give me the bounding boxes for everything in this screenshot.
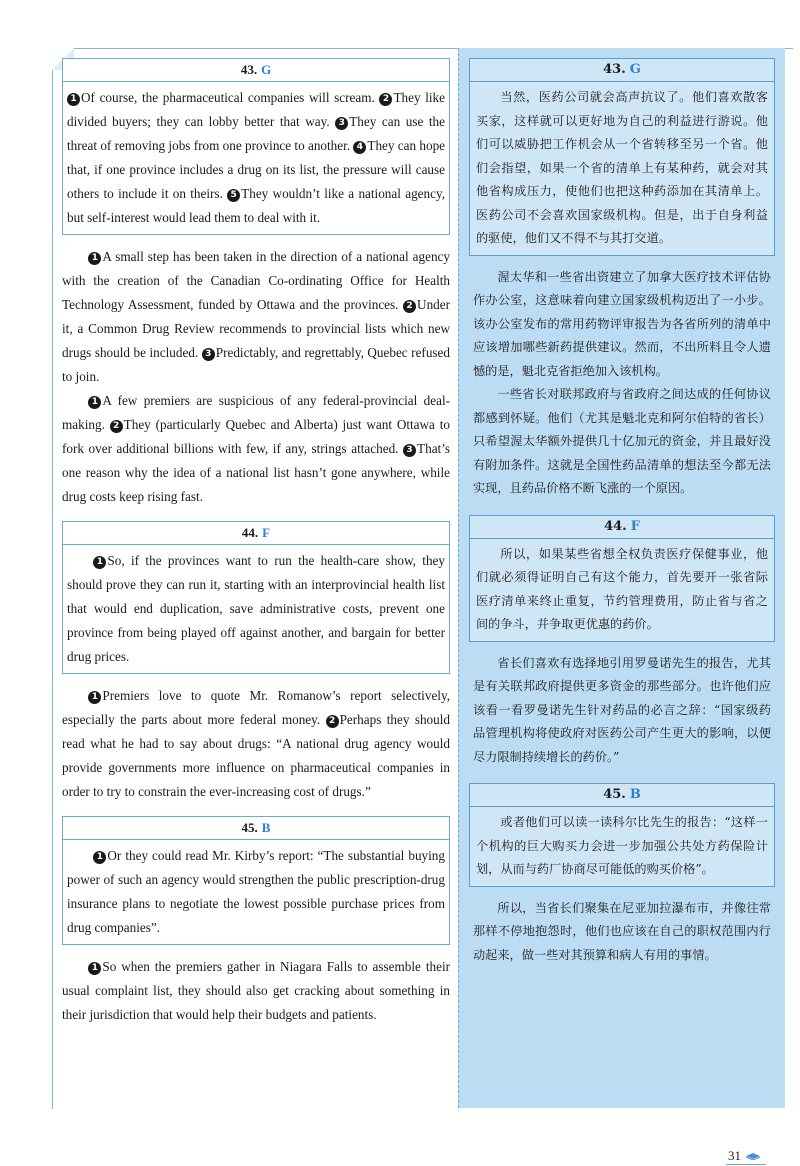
- translation-43-box: [469, 58, 775, 256]
- translation-text: 一些省长对联邦政府与省政府之间达成的任何协议都感到怀疑。他们（尤其是魁北克和阿尔伯特的省长）只希望渥太华额外提供几十亿加元的资金，并且最好没有附加条件。这就是全国性药品清单的想法至今都无法实现，且药品价格不断飞涨的一个原因。: [473, 387, 771, 495]
- translation-text: 或者他们可以读一读科尔比先生的报告：“这样一个机构的巨大购买力会进一步加强公共处方药保险计划，从而与药厂协商尽可能低的购买价格”。: [476, 815, 768, 876]
- book-icon: [746, 1152, 760, 1160]
- sentence-marker: 3: [335, 117, 348, 130]
- question-43-text: [63, 82, 449, 234]
- sentence: Perhaps they should read what he had to say about drugs: “A national drug agency would provide governments more influence on pharmaceutical companies in order to try to constrain the ever-increasing cost of drugs.”: [62, 712, 450, 799]
- translation-column: [458, 48, 785, 1108]
- sentence-marker: 3: [202, 348, 215, 361]
- question-number: 45.: [241, 820, 258, 835]
- sentence-marker: 1: [88, 396, 101, 409]
- sentence: Predictably, and regrettably, Quebec refused to join.: [62, 345, 450, 384]
- sentence: A small step has been taken in the direction of a national agency with the creation of the Canadian Co-ordinating Office for Health Technology Assessment, funded by Ottawa and the provinces.: [62, 249, 450, 312]
- answer-letter: G: [629, 62, 641, 77]
- sentence: Of course, the pharmaceutical companies will scream.: [81, 90, 375, 105]
- translation-text: 渥太华和一些省出资建立了加拿大医疗技术评估协作办公室，这意味着向建立国家级机构迈出了一小步。该办公室发布的常用药物评审报告为各省所列的清单中应该增加哪些新药提供建议。然而，不出所料且令人遗憾的是，魁北克省拒绝加入该机构。: [473, 269, 771, 378]
- question-number: 43.: [603, 62, 626, 77]
- sentence: That’s one reason why the idea of a national list hasn’t gone anywhere, while drug costs keep rising fast.: [62, 441, 451, 504]
- sentence-marker: 1: [88, 691, 101, 704]
- question-44-box: [62, 521, 450, 674]
- sentence: Under it, a Common Drug Review recommends to provincial lists which new drugs should be included.: [62, 297, 451, 360]
- answer-letter: F: [630, 518, 640, 534]
- page-number: 31: [728, 1148, 741, 1163]
- translation-content: [469, 58, 775, 981]
- translation-43-text: [470, 82, 774, 255]
- sentence-marker: 2: [403, 300, 416, 313]
- sentence-marker: 5: [227, 189, 240, 202]
- answer-letter: B: [261, 820, 271, 835]
- translation-paragraph: [473, 897, 771, 968]
- sentence-marker: 1: [88, 252, 101, 265]
- translation-paragraph: [473, 652, 771, 770]
- sentence-marker: 1: [93, 556, 106, 569]
- sentence: They can hope that, if one province includes a drug on its list, the pressure will cause others to include it on theirs.: [67, 138, 446, 201]
- sentence: They like divided buyers; they can lobby better that way.: [67, 90, 445, 129]
- sentence-marker: 2: [326, 715, 339, 728]
- translation-43-title: [470, 59, 774, 82]
- sentence: They can use the threat of removing jobs from one province to another.: [67, 114, 445, 153]
- answer-letter: G: [261, 62, 272, 77]
- translation-text: 所以，当省长们聚集在尼亚加拉瀑布市，并像往常那样不停地抱怨时，他们也应该在自己的职权范围内行动起来，做一些对其预算和病人有用的事情。: [473, 900, 771, 962]
- sentence-marker: 1: [93, 851, 106, 864]
- sentence: A few premiers are suspicious of any federal-provincial deal-making.: [62, 393, 450, 432]
- question-number: 44.: [604, 518, 627, 534]
- sentence: Or they could read Mr. Kirby’s report: “The substantial buying power of such an agency would strengthen the public prescription-drug insurance plans to negotiate the lowest possible purchase prices from drug companies”.: [67, 848, 445, 935]
- question-45-text: [63, 840, 449, 944]
- question-number: 43.: [240, 62, 258, 77]
- sentence-marker: 1: [88, 962, 101, 975]
- sentence: They wouldn’t like a national agency, but self-interest would lead them to deal with it.: [67, 186, 445, 225]
- question-number: 45.: [603, 787, 626, 802]
- translation-45-text: [470, 807, 774, 886]
- answer-letter: B: [629, 787, 641, 802]
- english-column: [62, 58, 450, 1039]
- question-45-title: [63, 817, 449, 840]
- translation-paragraph: [473, 266, 771, 501]
- sentence-marker: 1: [67, 93, 80, 106]
- sentence: They (particularly Quebec and Alberta) just want Ottawa to fork over additional billions with few, if any, strings attached.: [62, 417, 450, 456]
- translation-text: 所以，如果某些省想全权负责医疗保健事业，他们就必须得证明自己有这个能力，首先要开一张省际医疗清单来终止重复，节约管理费用，防止省与省之间的争斗，并争取更优惠的药价。: [476, 546, 768, 631]
- translation-text: 当然，医药公司就会高声抗议了。他们喜欢散客买家，这样就可以更好地为自己的利益进行游说。他们可以威胁把工作机会从一个省转移至另一个省。他们会指望，如果一个省的清单上有某种药，就会对其他省构成压力，使他们也把这种药添加在其清单上。医药公司不会喜欢国家级机构。但是，出于自身利益的驱使，他们又不得不与其打交道。: [476, 90, 768, 245]
- question-44-text: [63, 545, 449, 673]
- sentence-marker: 2: [379, 93, 392, 106]
- sentence: So, if the provinces want to run the health-care show, they should prove they can run it, starting with an interprovincial health list that would end duplication, save administrative costs, prevent one province from being played off against another, and bargain for better drug prices.: [67, 553, 445, 664]
- answer-letter: F: [262, 525, 271, 540]
- page-number-underline: [726, 1164, 766, 1165]
- question-43-box: [62, 58, 450, 235]
- sentence-marker: 3: [403, 444, 416, 457]
- question-45-box: [62, 816, 450, 945]
- translation-44-text: [470, 539, 774, 641]
- sentence-marker: 2: [110, 420, 123, 433]
- question-44-title: [63, 522, 449, 545]
- translation-text: 省长们喜欢有选择地引用罗曼诺先生的报告，尤其是有关联邦政府提供更多资金的那些部分。也许他们应该看一看罗曼诺先生针对药品的必言之辞：“国家级药品管理机构将使政府对医药公司产生更大的影响，以便尽力限制持续增长的药价。”: [473, 655, 771, 764]
- paragraph: [62, 955, 450, 1027]
- question-43-title: [63, 59, 449, 82]
- translation-44-box: [469, 515, 775, 642]
- paragraph: [62, 684, 450, 804]
- sentence: So when the premiers gather in Niagara Falls to assemble their usual complaint list, they should also get cracking about something in their jurisdiction that would help their budgets and patients.: [62, 959, 450, 1022]
- sentence: Premiers love to quote Mr. Romanow’s report selectively, especially the parts about more federal money.: [62, 688, 450, 727]
- translation-45-box: [469, 783, 775, 887]
- question-number: 44.: [241, 525, 259, 540]
- sentence-marker: 4: [353, 141, 366, 154]
- paragraph: [62, 245, 450, 509]
- translation-45-title: [470, 784, 774, 807]
- translation-44-title: [470, 516, 774, 539]
